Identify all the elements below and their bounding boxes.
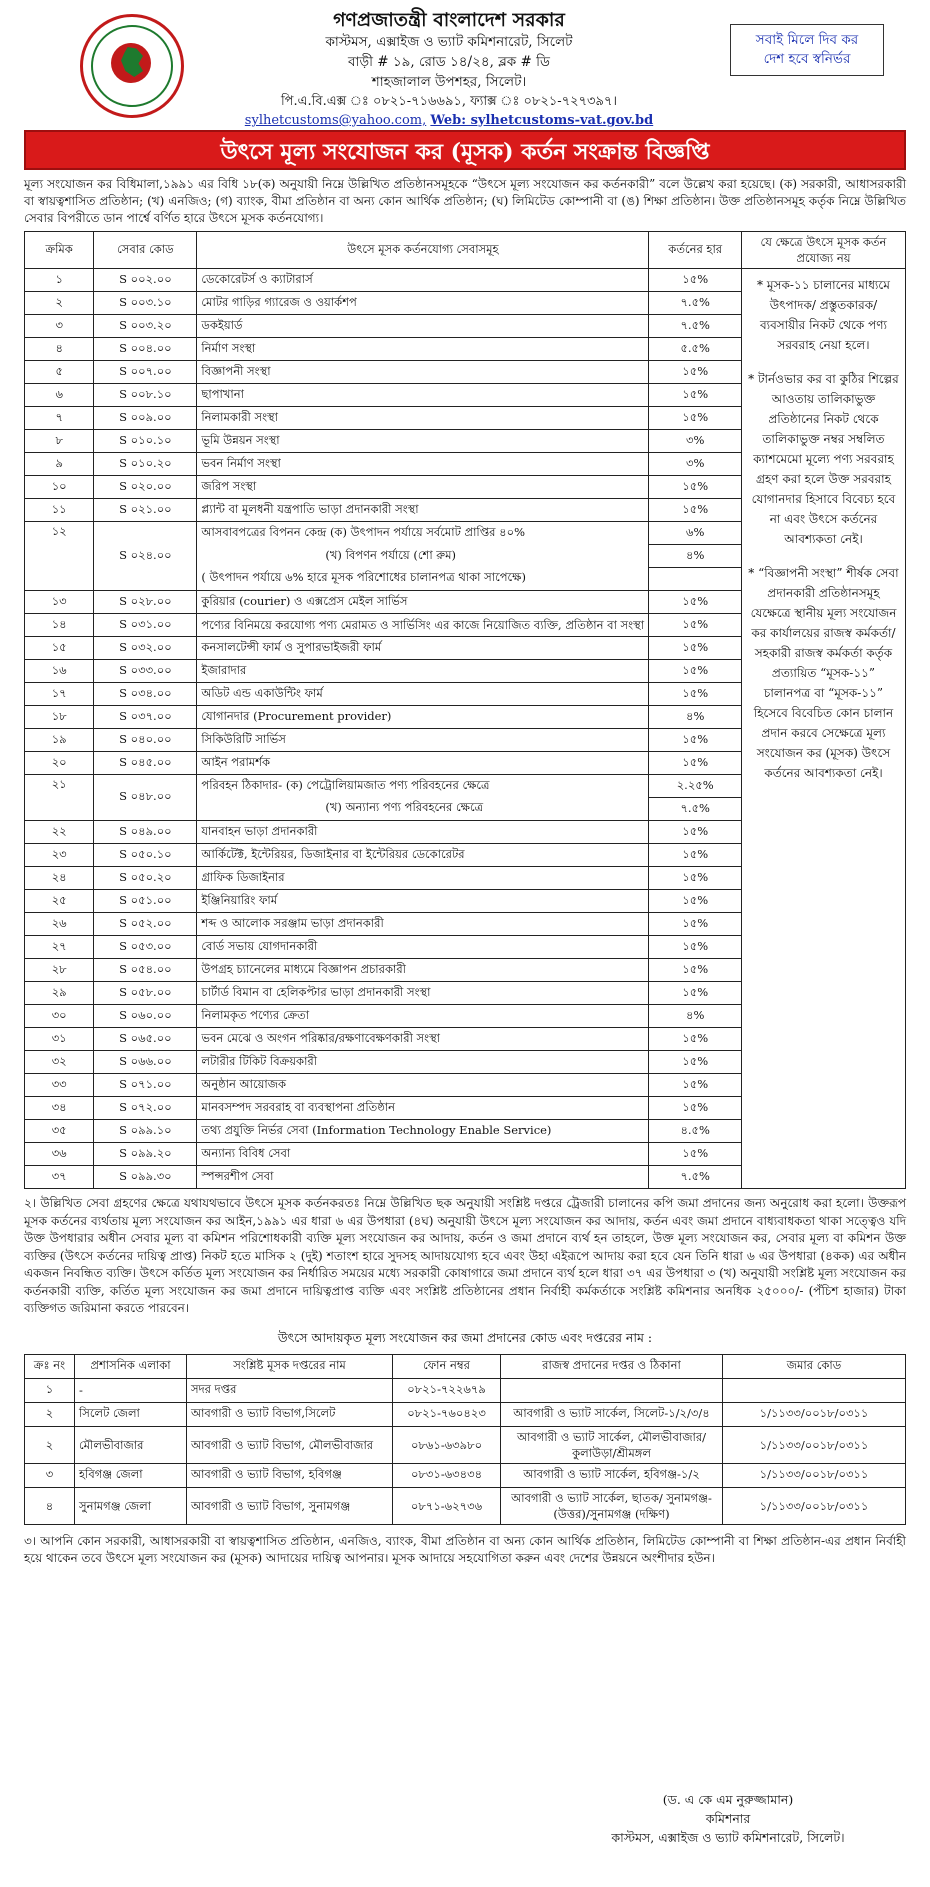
row-serial: ৩২: [25, 1051, 94, 1074]
row-rate: ২.২৫%: [649, 775, 742, 798]
office-phone: ০৮২১-৭২২৬৭৯: [393, 1378, 501, 1402]
row-service: শব্দ ও আলোক সরঞ্জাম ভাড়া প্রদানকারী: [197, 913, 649, 936]
row-service-code: S ০৪৮.০০: [94, 775, 197, 821]
row-service: লটারীর টিকিট বিক্রয়কারী: [197, 1051, 649, 1074]
row-serial: ২৯: [25, 982, 94, 1005]
intro-paragraph: মূল্য সংযোজন কর বিধিমালা,১৯৯১ এর বিধি ১৮(ক) অনুযায়ী নিম্নে উল্লিখিত প্রতিষ্ঠানসমূহকে “উৎসে মূল্য সংযোজন কর কর্তনকারী” বলে উল্লেখ করা হয়েছে। (ক) সরকারী, আধাসরকারী বা স্বায়ত্বশাসিত প্রতিষ্ঠান; (খ) এনজিও; (গ) ব্যাংক, বীমা প্রতিষ্ঠান বা অন্য কোন আর্থিক প্রতিষ্ঠান; (ঘ) লিমিটেড কোম্পানী বা (ঙ) শিক্ষা প্রতিষ্ঠান। উক্ত প্রতিষ্ঠানসমূহ কর্তৃক নিম্নে উল্লিখিত সেবার বিপরীতে ডান পার্শ্বে বর্ণিত হারে উৎসে মূসক কর্তনযোগ্য।: [24, 177, 906, 225]
office-name: আবগারী ও ভ্যাট বিভাগ, মৌলভীবাজার: [187, 1426, 393, 1463]
office-serial: ৩: [25, 1463, 75, 1487]
office-area: সিলেট জেলা: [75, 1402, 187, 1426]
office-area: হবিগঞ্জ জেলা: [75, 1463, 187, 1487]
office-phone: ০৮২১-৭৬০৪২৩: [393, 1402, 501, 1426]
row-service: বোর্ড সভায় যোগদানকারী: [197, 936, 649, 959]
row-rate: ১৫%: [649, 890, 742, 913]
row-rate: ১৫%: [649, 959, 742, 982]
signatory-office: কাস্টমস, এক্সাইজ ও ভ্যাট কমিশনারেট, সিলেট।: [611, 1830, 845, 1845]
row-serial: ৯: [25, 453, 94, 476]
office-col-deposit-code: জমার কোড: [723, 1354, 906, 1378]
row-service: বিজ্ঞাপনী সংস্থা: [197, 361, 649, 384]
row-service-code: S ০৩৩.০০: [94, 660, 197, 683]
row-service-code: S ০০২.০০: [94, 269, 197, 292]
col-exemptions: যে ক্ষেত্রে উৎসে মূসক কর্তন প্রযোজ্য নয়: [741, 232, 905, 269]
row-rate: ১৫%: [649, 614, 742, 637]
row-service: যোগানদার (Procurement provider): [197, 706, 649, 729]
paragraph-2: ২। উল্লিখিত সেবা গ্রহণের ক্ষেত্রে যথাযথভাবে উৎসে মূসক কর্তনকরতঃ নিম্নে উল্লিখিত ছক অনুযায়ী সংশ্লিষ্ট দপ্তরে ট্রেজারী চালানের কপি জমা প্রদানের জন্য অনুরোধ করা হলো। উক্তরূপ মূসক কর্তনের ব্যর্থতায় মূল্য সংযোজন কর আইন,১৯৯১ এর ধারা ৬ এর উপধারা (৪ঘ) অনুযায়ী উৎসে মূল্য সংযোজন কর আদায়, কর্তন এবং জমা প্রদানে বাধ্যবাধকতা থাকা সত্ত্বেও যদি উক্ত উপধারার অধীন সেবার মূল্য বা কমিশন পরিশোধকারী ব্যক্তি মূল্য সংযোজন কর আদায়, কর্তন ও জমা প্রদানে ব্যর্থ হন তাহলে, উক্ত মূল্য সংযোজন কর, সেবার মূল্য বা কমিশন উক্ত ব্যক্তির (উৎসে কর্তনের দায়িত্ব প্রাপ্ত) নিকট হতে মাসিক ২ (দুই) শতাংশ হারে সুদসহ আদায়যোগ্য হবে এবং উহা এইরূপে আদায় করা হবে যেন তিনি ধারা ৬ এর উপধারা (৪কক) এর অধীন একজন নিবন্ধিত ব্যক্তি। উৎসে কর্তিত মূল্য সংযোজন কর নির্ধারিত সময়ের মধ্যে সরকারী কোষাগারে জমা প্রদানে ব্যর্থ হলে ধারা ৩৭ এর উপধারা ৩ (খ) অনুযায়ী সংশ্লিষ্ট মূল্য সংযোজন কর কর্তনকারী ব্যক্তি, কর্তিত মূল্য সংযোজন কর জমা প্রদানে দায়িত্বপ্রাপ্ত ব্যক্তি এবং সংশ্লিষ্ট প্রতিষ্ঠানের প্রধান নির্বাহী কর্মকর্তাকে সংশ্লিষ্ট কমিশনার অনধিক ২৫০০০/- (পঁচিশ হাজার) টাকা ব্যক্তিগত জরিমানা করতে পারবেন।: [24, 1196, 906, 1315]
row-serial: ৩: [25, 315, 94, 338]
row-service: ভূমি উন্নয়ন সংস্থা: [197, 430, 649, 453]
row-service-code: S ০৫০.১০: [94, 844, 197, 867]
row-serial: ৪: [25, 338, 94, 361]
row-rate: ১৫%: [649, 1143, 742, 1166]
row-service: ছাপাখানা: [197, 384, 649, 407]
letterhead: [24, 8, 906, 126]
office-serial: ৪: [25, 1487, 75, 1524]
office-serial: ১: [25, 1378, 75, 1402]
row-service: মানবসম্পদ সরবরাহ বা ব্যবস্থাপনা প্রতিষ্ঠান: [197, 1097, 649, 1120]
row-service: গ্রাফিক ডিজাইনার: [197, 867, 649, 890]
row-service-code: S ০০৮.১০: [94, 384, 197, 407]
row-rate: ৭.৫%: [649, 315, 742, 338]
row-rate: ১৫%: [649, 407, 742, 430]
row-serial: ২৬: [25, 913, 94, 936]
row-service: চার্টার্ড বিমান বা হেলিকপ্টার ভাড়া প্রদানকারী সংস্থা: [197, 982, 649, 1005]
row-serial: ১৬: [25, 660, 94, 683]
row-rate: ৪%: [649, 1005, 742, 1028]
row-service: মোটর গাড়ির গ্যারেজ ও ওয়ার্কশপ: [197, 292, 649, 315]
service-rate-table: [24, 231, 906, 1189]
row-service: উপগ্রহ চ্যানেলের মাধ্যমে বিজ্ঞাপন প্রচারকারী: [197, 959, 649, 982]
row-rate: ১৫%: [649, 867, 742, 890]
row-service: কনসালটেন্সী ফার্ম ও সুপারভাইজরী ফার্ম: [197, 637, 649, 660]
row-rate: ১৫%: [649, 384, 742, 407]
website-link[interactable]: Web: sylhetcustoms-vat.gov.bd: [430, 113, 654, 128]
row-service-code: S ০৬৬.০০: [94, 1051, 197, 1074]
notice-title: উৎসে মূল্য সংযোজন কর (মূসক) কর্তন সংক্রান্ত বিজ্ঞপ্তি: [24, 130, 906, 170]
row-serial: ৩১: [25, 1028, 94, 1051]
office-col-payment-office: রাজস্ব প্রদানের দপ্তর ও ঠিকানা: [501, 1354, 723, 1378]
row-rate: ৭.৫%: [649, 292, 742, 315]
office-deposit-code: ১/১১৩৩/০০১৮/০৩১১: [723, 1487, 906, 1524]
row-service-code: S ০১০.২০: [94, 453, 197, 476]
office-payment-address: আবগারী ও ভ্যাট সার্কেল, ছাতক/ সুনামগঞ্জ-(উত্তর)/সুনামগঞ্জ (দক্ষিণ): [501, 1487, 723, 1524]
row-service-note: ( উৎপাদন পর্যায়ে ৬% হারে মূসক পরিশোধের চালানপত্র থাকা সাপেক্ষে): [197, 568, 649, 591]
row-service: পরিবহন ঠিকাদার- (ক) পেট্রোলিয়ামজাত পণ্য পরিবহনের ক্ষেত্রে: [197, 775, 649, 798]
row-serial: ১৮: [25, 706, 94, 729]
row-serial: ৫: [25, 361, 94, 384]
row-service: আর্কিটেক্ট, ইন্টেরিয়র, ডিজাইনার বা ইন্টেরিয়র ডেকোরেটর: [197, 844, 649, 867]
row-service-code: S ০৫২.০০: [94, 913, 197, 936]
row-service: ডকইয়ার্ড: [197, 315, 649, 338]
row-service-code: S ০০৩.২০: [94, 315, 197, 338]
row-service-code: S ০৬০.০০: [94, 1005, 197, 1028]
row-service-code: S ০৯৯.২০: [94, 1143, 197, 1166]
row-serial: ৩৪: [25, 1097, 94, 1120]
row-serial: ১১: [25, 499, 94, 522]
row-service: কুরিয়ার (courier) ও এক্সপ্রেস মেইল সার্ভিস: [197, 591, 649, 614]
row-service: নিলামকৃত পণ্যের ক্রেতা: [197, 1005, 649, 1028]
row-service: ইঞ্জিনিয়ারিং ফার্ম: [197, 890, 649, 913]
row-serial: ২০: [25, 752, 94, 775]
row-service-code: S ০০৭.০০: [94, 361, 197, 384]
row-service-code: S ০৫৮.০০: [94, 982, 197, 1005]
row-service: তথ্য প্রযুক্তি নির্ভর সেবা (Information Technology Enable Service): [197, 1120, 649, 1143]
office-phone: ০৮৩১-৬৩৪৩৪: [393, 1463, 501, 1487]
row-service: স্পন্সরশীপ সেবা: [197, 1166, 649, 1189]
office-row: [25, 1426, 906, 1463]
office-name: আবগারী ও ভ্যাট বিভাগ, সুনামগঞ্জ: [187, 1487, 393, 1524]
row-service-code: S ০০৪.০০: [94, 338, 197, 361]
row-rate: [649, 568, 742, 591]
row-serial: ২৫: [25, 890, 94, 913]
row-service-code: S ০২০.০০: [94, 476, 197, 499]
signature-block: [568, 1790, 888, 1847]
office-deposit-code: ১/১১৩৩/০০১৮/০৩১১: [723, 1402, 906, 1426]
row-serial: ১: [25, 269, 94, 292]
row-rate: ৬%: [649, 522, 742, 545]
row-serial: ২৪: [25, 867, 94, 890]
row-service: (খ) বিপণন পর্যায়ে (শো রুম): [197, 545, 649, 568]
office-header-row: [25, 1354, 906, 1378]
row-rate: ৩%: [649, 453, 742, 476]
office-row: [25, 1487, 906, 1524]
row-service-code: S ০০৯.০০: [94, 407, 197, 430]
row-rate: ১৫%: [649, 844, 742, 867]
row-rate: ১৫%: [649, 591, 742, 614]
exemption-note-2: * টার্নওভার কর বা কুঠির শিল্পের আওতায় তালিকাভুক্ত প্রতিষ্ঠানের নিকট থেকে তালিকাভুক্ত নম্বর সম্বলিত ক্যাশমেমো মূল্যে পণ্য সরবরাহ গ্রহণ করা হলে উক্ত সরবরাহ যোগানদার হিসাবে বিবেচ্য হবে না এবং উৎসে কর্তনের আবশ্যকতা নেই।: [748, 372, 899, 546]
col-rate: কর্তনের হার: [649, 232, 742, 269]
row-serial: ৩০: [25, 1005, 94, 1028]
row-serial: ৩৬: [25, 1143, 94, 1166]
col-serial: ক্রমিক: [25, 232, 94, 269]
row-rate: ১৫%: [649, 982, 742, 1005]
office-name: কাস্টমস, এক্সাইজ ও ভ্যাট কমিশনারেট, সিলেট: [325, 34, 573, 50]
slogan-line-2: দেশ হবে স্বনির্ভর: [763, 51, 851, 67]
row-rate: ১৫%: [649, 361, 742, 384]
contact-links: [234, 111, 664, 130]
office-name: সদর দপ্তর: [187, 1378, 393, 1402]
row-rate: ৭.৫%: [649, 798, 742, 821]
office-row: [25, 1463, 906, 1487]
table-row: [25, 269, 906, 292]
office-area: সুনামগঞ্জ জেলা: [75, 1487, 187, 1524]
row-rate: ১৫%: [649, 936, 742, 959]
slogan-box: [730, 24, 884, 76]
office-phone: ০৮৬১-৬৩৯৮০: [393, 1426, 501, 1463]
row-serial: ২১: [25, 775, 94, 821]
row-service-code: S ০৩৪.০০: [94, 683, 197, 706]
row-service-code: S ০৩৭.০০: [94, 706, 197, 729]
slogan-line-1: সবাই মিলে দিব কর: [755, 32, 859, 48]
row-service-code: S ০২৪.০০: [94, 522, 197, 591]
row-serial: ১৪: [25, 614, 94, 637]
row-serial: ১৩: [25, 591, 94, 614]
row-service: অডিট এন্ড একাউন্টিং ফার্ম: [197, 683, 649, 706]
exemption-note-1: * মূসক-১১ চালানের মাধ্যমে উৎপাদক/ প্রস্তুতকারক/ব্যবসায়ীর নিকট থেকে পণ্য সরবরাহ নেয়া হলে।: [757, 278, 890, 352]
office-phone: ০৮৭১-৬২৭৩৬: [393, 1487, 501, 1524]
row-serial: ২২: [25, 821, 94, 844]
table-header-row: [25, 232, 906, 269]
office-col-serial: ক্রঃ নং: [25, 1354, 75, 1378]
row-rate: ১৫%: [649, 637, 742, 660]
office-col-office: সংশ্লিষ্ট মূসক দপ্তরের নাম: [187, 1354, 393, 1378]
office-payment-address: আবগারী ও ভ্যাট সার্কেল, হবিগঞ্জ-১/২: [501, 1463, 723, 1487]
row-rate: ১৫%: [649, 821, 742, 844]
row-service: অন্যান্য বিবিধ সেবা: [197, 1143, 649, 1166]
row-service: আসবাবপত্রের বিপনন কেন্দ্র (ক) উৎপাদন পর্যায়ে সর্বমোট প্রাপ্তির ৪০%: [197, 522, 649, 545]
row-serial: ৩৫: [25, 1120, 94, 1143]
office-serial: ২: [25, 1426, 75, 1463]
row-rate: ১৫%: [649, 476, 742, 499]
phone-fax: পি.এ.বি.এক্স ঃ ০৮২১-৭১৬৬৯১, ফ্যাক্স ঃ ০৮২১-৭২৭৩৯৭।: [280, 94, 618, 109]
office-name: আবগারী ও ভ্যাট বিভাগ, হবিগঞ্জ: [187, 1463, 393, 1487]
row-service-code: S ০২৮.০০: [94, 591, 197, 614]
row-service: সিকিউরিটি সার্ভিস: [197, 729, 649, 752]
office-name: আবগারী ও ভ্যাট বিভাগ,সিলেট: [187, 1402, 393, 1426]
office-payment-address: [501, 1378, 723, 1402]
row-service: ইজারাদার: [197, 660, 649, 683]
row-service: ডেকোরেটর্স ও ক্যাটারার্স: [197, 269, 649, 292]
row-service-code: S ০৫১.০০: [94, 890, 197, 913]
row-rate: ৪%: [649, 706, 742, 729]
row-service-code: S ০৯৯.৩০: [94, 1166, 197, 1189]
office-col-area: প্রশাসনিক এলাকা: [75, 1354, 187, 1378]
row-rate: ১৫%: [649, 1074, 742, 1097]
office-payment-address: আবগারী ও ভ্যাট সার্কেল, সিলেট-১/২/৩/৪: [501, 1402, 723, 1426]
row-service: জরিপ সংস্থা: [197, 476, 649, 499]
address-line-1: বাড়ী # ১৯, রোড ১৪/২৪, ব্লক # ডি: [348, 54, 550, 70]
row-serial: ৬: [25, 384, 94, 407]
row-service-code: S ০৫০.২০: [94, 867, 197, 890]
row-service-code: S ০৯৯.১০: [94, 1120, 197, 1143]
exemption-note-3: * “বিজ্ঞাপনী সংস্থা” শীর্ষক সেবা প্রদানকারী প্রতিষ্ঠানসমূহ যেক্ষেত্রে স্থানীয় মূল্য সংযোজন কর কার্যালয়ের রাজস্ব কর্মকর্তা/সহকারী রাজস্ব কর্মকর্তা কর্তৃক প্রত্যায়িত “মূসক-১১” চালানপত্র বা “মূসক-১১” হিসেবে বিবেচিত কোন চালান প্রদান করবে সেক্ষেত্রে মূল্য সংযোজন কর (মূসক) উৎসে কর্তনের আবশ্যকতা নেই।: [748, 566, 899, 780]
row-service-code: S ০৬৫.০০: [94, 1028, 197, 1051]
row-serial: ৭: [25, 407, 94, 430]
row-service: নির্মাণ সংস্থা: [197, 338, 649, 361]
office-area: -: [75, 1378, 187, 1402]
row-service: পণ্যের বিনিময়ে করযোগ্য পণ্য মেরামত ও সার্ভিসিং এর কাজে নিয়োজিত ব্যক্তি, প্রতিষ্ঠান বা সংস্থা: [197, 614, 649, 637]
row-service-code: S ০৫৪.০০: [94, 959, 197, 982]
row-rate: ৩%: [649, 430, 742, 453]
exemption-notes: [741, 269, 905, 1189]
office-table-heading: উৎসে আদায়কৃত মূল্য সংযোজন কর জমা প্রদানের কোড এবং দপ্তরের নাম :: [277, 1329, 653, 1345]
row-serial: ১৫: [25, 637, 94, 660]
row-rate: ১৫%: [649, 499, 742, 522]
row-serial: ১২: [25, 522, 94, 591]
row-service-code: S ০৫৩.০০: [94, 936, 197, 959]
row-serial: ২: [25, 292, 94, 315]
office-deposit-code: [723, 1378, 906, 1402]
row-rate: ১৫%: [649, 752, 742, 775]
row-serial: ৩৭: [25, 1166, 94, 1189]
office-area: মৌলভীবাজার: [75, 1426, 187, 1463]
address-line-2: শাহজালাল উপশহর, সিলেট।: [371, 74, 527, 90]
row-service: (খ) অন্যান্য পণ্য পরিবহনের ক্ষেত্রে: [197, 798, 649, 821]
office-deposit-code: ১/১১৩৩/০০১৮/০৩১১: [723, 1463, 906, 1487]
row-rate: ১৫%: [649, 1097, 742, 1120]
signatory-name: (ড. এ কে এম নুরুজ্জামান): [662, 1792, 794, 1807]
row-service-code: S ০৭১.০০: [94, 1074, 197, 1097]
paragraph-3: ৩। আপনি কোন সরকারী, আধাসরকারী বা স্বায়ত্বশাসিত প্রতিষ্ঠান, এনজিও, ব্যাংক, বীমা প্রতিষ্ঠান বা অন্য কোন আর্থিক প্রতিষ্ঠান, লিমিটেড কোম্পানী বা শিক্ষা প্রতিষ্ঠান-এর প্রধান নির্বাহী হয়ে থাকেন তবে উৎসে মূল্য সংযোজন কর (মূসক) আদায়ের দায়িত্ব আপনার। মূসক আদায়ে সহযোগিতা করুন এবং দেশের উন্নয়নে অংশীদার হউন।: [24, 1533, 906, 1565]
row-serial: ১০: [25, 476, 94, 499]
row-service: অনুষ্ঠান আয়োজক: [197, 1074, 649, 1097]
office-row: [25, 1378, 906, 1402]
row-serial: ২৭: [25, 936, 94, 959]
row-serial: ৩৩: [25, 1074, 94, 1097]
row-serial: ১৭: [25, 683, 94, 706]
row-rate: ১৫%: [649, 729, 742, 752]
col-service-code: সেবার কোড: [94, 232, 197, 269]
government-name: গণপ্রজাতন্ত্রী বাংলাদেশ সরকার: [333, 9, 565, 31]
row-serial: ১৯: [25, 729, 94, 752]
row-service: প্ল্যান্ট বা মূলধনী যন্ত্রপাতি ভাড়া প্রদানকারী সংস্থা: [197, 499, 649, 522]
row-rate: ১৫%: [649, 660, 742, 683]
row-rate: ১৫%: [649, 1051, 742, 1074]
office-table: [24, 1354, 906, 1525]
row-rate: ৫.৫%: [649, 338, 742, 361]
row-service-code: S ০২১.০০: [94, 499, 197, 522]
row-serial: ২৩: [25, 844, 94, 867]
office-serial: ২: [25, 1402, 75, 1426]
row-service: ভবন নির্মাণ সংস্থা: [197, 453, 649, 476]
row-service: নিলামকারী সংস্থা: [197, 407, 649, 430]
row-service-code: S ০৩১.০০: [94, 614, 197, 637]
row-rate: ১৫%: [649, 683, 742, 706]
office-payment-address: আবগারী ও ভ্যাট সার্কেল, মৌলভীবাজার/কুলাউড়া/শ্রীমঙ্গল: [501, 1426, 723, 1463]
office-row: [25, 1402, 906, 1426]
row-rate: ১৫%: [649, 913, 742, 936]
row-service: যানবাহন ভাড়া প্রদানকারী: [197, 821, 649, 844]
row-rate: ৭.৫%: [649, 1166, 742, 1189]
government-seal-icon: [80, 14, 184, 118]
row-service-code: S ০৪৫.০০: [94, 752, 197, 775]
office-deposit-code: ১/১১৩৩/০০১৮/০৩১১: [723, 1426, 906, 1463]
row-serial: ৮: [25, 430, 94, 453]
row-rate: ৪.৫%: [649, 1120, 742, 1143]
row-service-code: S ০৪৯.০০: [94, 821, 197, 844]
row-rate: ৪%: [649, 545, 742, 568]
row-service: আইন পরামর্শক: [197, 752, 649, 775]
office-col-phone: ফোন নম্বর: [393, 1354, 501, 1378]
signatory-designation: কমিশনার: [705, 1811, 751, 1826]
letterhead-text: [234, 8, 664, 130]
row-service-code: S ০৪০.০০: [94, 729, 197, 752]
email-link[interactable]: sylhetcustoms@yahoo.com,: [244, 113, 427, 128]
row-service-code: S ০০৩.১০: [94, 292, 197, 315]
row-service-code: S ০৩২.০০: [94, 637, 197, 660]
row-service: ভবন মেঝে ও অংগন পরিষ্কার/রক্ষণাবেক্ষণকারী সংস্থা: [197, 1028, 649, 1051]
row-rate: ১৫%: [649, 269, 742, 292]
row-service-code: S ০১০.১০: [94, 430, 197, 453]
row-serial: ২৮: [25, 959, 94, 982]
row-service-code: S ০৭২.০০: [94, 1097, 197, 1120]
col-service: উৎসে মূসক কর্তনযোগ্য সেবাসমূহ: [197, 232, 649, 269]
row-rate: ১৫%: [649, 1028, 742, 1051]
